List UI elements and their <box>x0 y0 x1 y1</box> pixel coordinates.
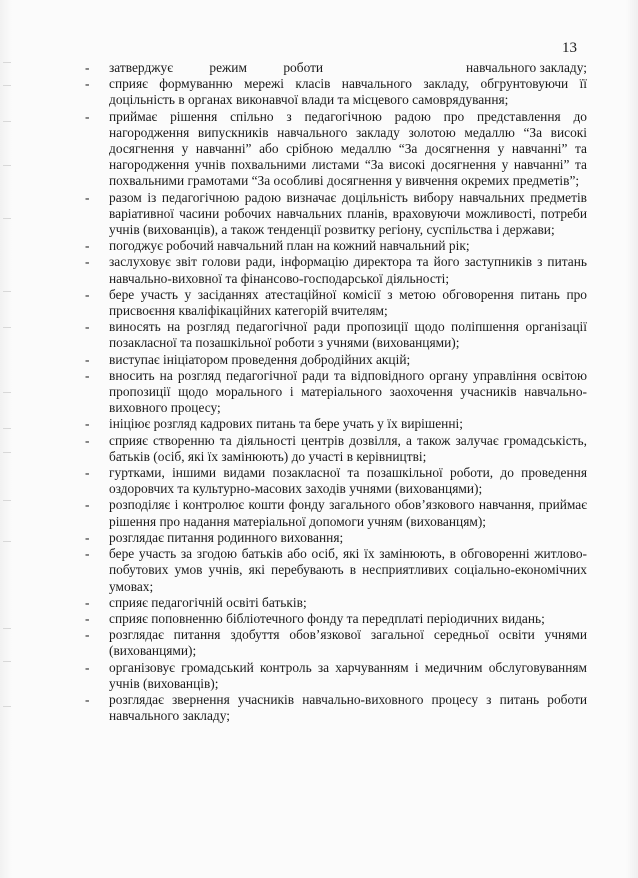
list-item-text: організовує громадський контроль за харчуванням і медичним обслуговуванням учнів (вихованців); <box>109 659 587 691</box>
first-item-word: роботи <box>283 60 324 75</box>
list-item <box>85 465 587 497</box>
list-bullet-dash: - <box>85 76 90 92</box>
list-bullet-dash: - <box>85 319 90 335</box>
list-bullet-dash: - <box>85 238 90 254</box>
list-item <box>85 60 587 76</box>
list-item-text <box>109 60 587 76</box>
list-bullet-dash: - <box>85 351 90 367</box>
list-bullet-dash: - <box>85 108 90 124</box>
list-item <box>85 595 587 611</box>
list-item <box>85 546 587 595</box>
list-item-text: сприяє формуванню мережі класів навчального закладу, обгрунтовуючи її доцільність в органах виконавчої влади та місцевого самоврядування; <box>109 76 587 108</box>
list-bullet-dash: - <box>85 529 90 545</box>
list-item-text: сприяє поповненню бібліотечного фонду та передплаті періодичних видань; <box>109 610 545 626</box>
list-item-text: розглядає звернення учасників навчально-виховного процесу з питань роботи навчального закладу; <box>109 691 587 724</box>
text-gap <box>360 60 430 76</box>
list-bullet-dash: - <box>85 546 90 562</box>
list-item-text: заслуховує звіт голови ради, інформацію директора та його заступників з питань навчально-виховної та фінансово-господарської діяльності; <box>109 254 587 286</box>
list-bullet-dash: - <box>85 497 90 513</box>
list-bullet-dash: - <box>85 367 90 383</box>
list-bullet-dash: - <box>85 432 90 448</box>
list-item <box>85 660 587 692</box>
list-item <box>85 433 587 465</box>
list-item <box>85 109 587 190</box>
list-item-text: разом із педагогічною радою визначає доцільність вибору навчальних предметів варіативної часини робочих навчальних планів, враховуючи можливості, потреби учнів (вихованців), а також тенденції розвитку регіону, суспільства і держави; <box>109 189 587 238</box>
list-item-text: приймає рішення спільно з педагогічною радою про представлення до нагородження випускників навчального закладу золотою медаллю “За високі досягнення у навчанні” або срібною медаллю “За досягнення у навчанні” та нагородження учнів похвальними листами “За високі досягнення у навчанні” та похвальними грамотами “За особливі досягнення у вивчення окремих предметів”; <box>109 108 587 189</box>
list-item <box>85 530 587 546</box>
list-bullet-dash: - <box>85 659 90 675</box>
list-bullet-dash: - <box>85 594 90 610</box>
list-item-text: сприяє створенню та діяльності центрів дозвілля, а також залучає громадськість, батьків (осіб, які їх замінюють) до участі в керівництві; <box>109 432 587 464</box>
list-item-text: виносять на розгляд педагогічної ради пропозиції щодо поліпшення організації позакласної та позашкільної роботи з учнями (вихованцями); <box>109 319 587 351</box>
list-item <box>85 692 587 724</box>
list-item-text: розподіляє і контролює кошти фонду загального обов’язкового навчання, приймає рішення про надання матеріальної допомоги учням (вихованцям); <box>109 497 587 529</box>
list-item-text: гуртками, іншими видами позакласної та позашкільної роботи, до проведення оздоровчих та культурно-масових заходів учнями (вихованцями); <box>109 465 587 497</box>
list-item <box>85 352 587 368</box>
list-bullet-dash: - <box>85 416 90 432</box>
list-item <box>85 190 587 239</box>
list-item-text: вносить на розгляд педагогічної ради та відповідного органу управління освітою пропозиції щодо морального і матеріального заохочення учасників навчально-виховного процесу; <box>109 367 587 416</box>
list-item <box>85 238 587 254</box>
list-item-text: розглядає питання здобуття обов’язкової загальної середньої освіти учнями (вихованцями); <box>109 627 587 659</box>
list-item-text: розглядає питання родинного виховання; <box>109 529 344 545</box>
page-number: 13 <box>562 40 577 56</box>
list-bullet-dash: - <box>85 189 90 205</box>
list-item <box>85 368 587 417</box>
list-item-text: сприяє педагогічній освіті батьків; <box>109 594 307 610</box>
list-item <box>85 76 587 108</box>
list-bullet-dash: - <box>85 254 90 270</box>
list-item <box>85 254 587 286</box>
list-item-text: погоджує робочий навчальний план на кожний навчальний рік; <box>109 238 470 254</box>
list-item <box>85 497 587 529</box>
first-item-word: навчального закладу; <box>465 60 587 75</box>
list-item-text: виступає ініціатором проведення добродійних акцій; <box>109 351 411 367</box>
list-bullet-dash: - <box>85 286 90 302</box>
list-item <box>85 611 587 627</box>
list-item-text: ініціює розгляд кадрових питань та бере учать у їх вирішенні; <box>109 416 463 432</box>
list-item <box>85 627 587 659</box>
list-bullet-dash: - <box>85 465 90 481</box>
first-item-word: режим <box>209 60 247 75</box>
list-bullet-dash: - <box>85 691 90 707</box>
list-bullet-dash: - <box>85 627 90 643</box>
list-item <box>85 319 587 351</box>
first-item-word: затверджує <box>109 60 173 75</box>
list-bullet-dash: - <box>85 60 90 75</box>
list-item-text: бере участь у засіданнях атестаційної комісії з метою обговорення питань про присвоєння кваліфікаційних категорій вчителям; <box>109 286 587 319</box>
list-bullet-dash: - <box>85 610 90 626</box>
list-item <box>85 287 587 319</box>
list-item <box>85 416 587 432</box>
powers-bullet-list <box>85 60 587 724</box>
list-item-text: бере участь за згодою батьків або осіб, які їх замінюють, в обговоренні житлово-побутових умов учнів, які перебувають в несприятливих соціально-економічних умовах; <box>109 546 587 594</box>
